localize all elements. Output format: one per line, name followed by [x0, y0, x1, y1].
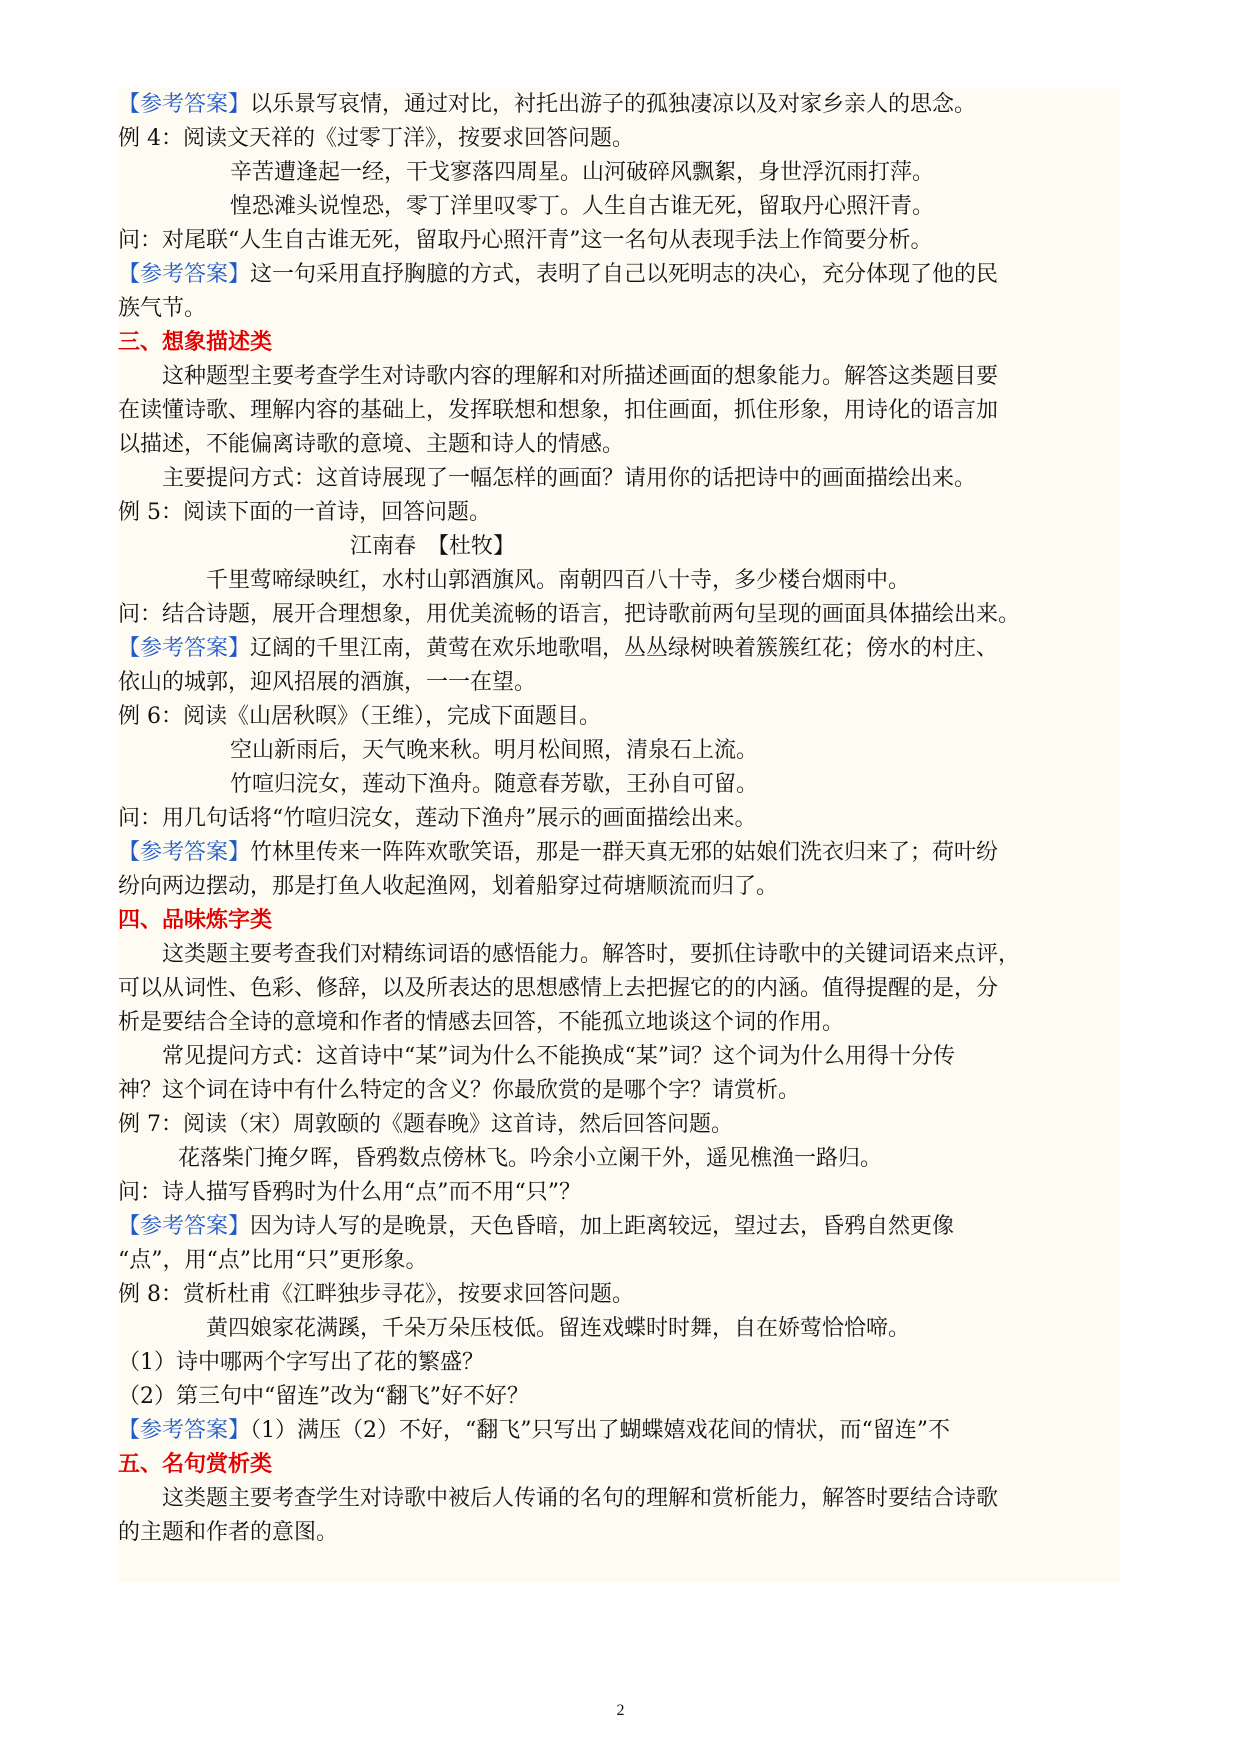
example-label: 例 7：阅读（宋）周敦颐的《题春晚》这首诗，然后回答问题。: [118, 1112, 733, 1137]
answer-text: 这一句采用直抒胸臆的方式，表明了自己以死明志的决心，充分体现了他的民: [250, 262, 999, 287]
answer-text: 因为诗人写的是晚景，天色昏暗，加上距离较远，望过去，昏鸦自然更像: [250, 1214, 955, 1239]
answer-paragraph: [118, 632, 1120, 666]
question-text: （2）第三句中“留连”改为“翻飞”好不好？: [118, 1384, 529, 1409]
answer-paragraph: [118, 258, 1120, 292]
answer-paragraph: [118, 1210, 1120, 1244]
answer-paragraph: [118, 836, 1120, 870]
answer-tag: 【参考答案】: [118, 92, 251, 117]
body-text: 可以从词性、色彩、修辞，以及所表达的思想感情上去把握它的的内涵。值得提醒的是，分: [118, 976, 999, 1001]
section-heading: 五、名句赏析类: [118, 1452, 273, 1477]
answer-tag: 【参考答案】: [118, 1214, 251, 1239]
section-heading: 四、品味炼字类: [118, 908, 273, 933]
poem-line: 黄四娘家花满蹊，千朵万朵压枝低。留连戏蝶时时舞，自在娇莺恰恰啼。: [206, 1316, 911, 1341]
answer-text: （1）满压（2）不好，“翻飞”只写出了蝴蝶嬉戏花间的情状，而“留连”不: [250, 1418, 951, 1443]
answer-text: 族气节。: [118, 296, 207, 321]
body-text: 这类题主要考查学生对诗歌中被后人传诵的名句的理解和赏析能力，解答时要结合诗歌: [162, 1486, 999, 1511]
section-heading: 三、想象描述类: [118, 330, 273, 355]
poem-title: 江南春 【杜牧】: [350, 534, 516, 559]
answer-text: 依山的城郭，迎风招展的酒旗，一一在望。: [118, 670, 537, 695]
body-text: 神？这个词在诗中有什么特定的含义？你最欣赏的是哪个字？请赏析。: [118, 1078, 801, 1103]
answer-text: 辽阔的千里江南，黄莺在欢乐地歌唱，丛丛绿树映着簇簇红花；傍水的村庄、: [250, 636, 999, 661]
question-text: 问：结合诗题，展开合理想象，用优美流畅的语言，把诗歌前两句呈现的画面具体描绘出来。: [118, 602, 1021, 627]
body-text: 这类题主要考查我们对精练词语的感悟能力。解答时，要抓住诗歌中的关键词语来点评，: [162, 942, 1021, 967]
poem-line: 空山新雨后，天气晚来秋。明月松间照，清泉石上流。: [230, 738, 759, 763]
question-text: 问：诗人描写昏鸦时为什么用“点”而不用“只”？: [118, 1180, 581, 1205]
body-text: 主要提问方式：这首诗展现了一幅怎样的画面？请用你的话把诗中的画面描绘出来。: [162, 466, 977, 491]
poem-line: 辛苦遭逢起一经，干戈寥落四周星。山河破碎风飘絮，身世浮沉雨打萍。: [230, 160, 935, 185]
body-text: 析是要结合全诗的意境和作者的情感去回答，不能孤立地谈这个词的作用。: [118, 1010, 845, 1035]
example-label: 例 5：阅读下面的一首诗，回答问题。: [118, 500, 491, 525]
example-label: 例 4：阅读文天祥的《过零丁洋》，按要求回答问题。: [118, 126, 634, 151]
poem-line: 竹喧归浣女，莲动下渔舟。随意春芳歇，王孙自可留。: [230, 772, 759, 797]
answer-text: 以乐景写哀情，通过对比，衬托出游子的孤独凄凉以及对家乡亲人的思念。: [250, 92, 977, 117]
answer-tag: 【参考答案】: [118, 262, 251, 287]
example-label: 例 8：赏析杜甫《江畔独步寻花》，按要求回答问题。: [118, 1282, 634, 1307]
question-text: （1）诗中哪两个字写出了花的繁盛？: [118, 1350, 484, 1375]
poem-line: 惶恐滩头说惶恐，零丁洋里叹零丁。人生自古谁无死，留取丹心照汗青。: [230, 194, 935, 219]
answer-text: “点”，用“点”比用“只”更形象。: [118, 1248, 428, 1273]
answer-tag: 【参考答案】: [118, 1418, 251, 1443]
answer-paragraph: [118, 88, 1120, 122]
answer-tag: 【参考答案】: [118, 840, 251, 865]
poem-line: 花落柴门掩夕晖，昏鸦数点傍林飞。吟余小立阑干外，遥见樵渔一路归。: [178, 1146, 883, 1171]
body-text: 常见提问方式：这首诗中“某”词为什么不能换成“某”词？这个词为什么用得十分传: [162, 1044, 955, 1069]
question-text: 问：对尾联“人生自古谁无死，留取丹心照汗青”这一名句从表现手法上作简要分析。: [118, 228, 933, 253]
answer-text: 纷向两边摆动，那是打鱼人收起渔网，划着船穿过荷塘顺流而归了。: [118, 874, 779, 899]
answer-paragraph: [118, 1414, 1120, 1448]
body-text: 以描述，不能偏离诗歌的意境、主题和诗人的情感。: [118, 432, 625, 457]
poem-line: 千里莺啼绿映红，水村山郭酒旗风。南朝四百八十寺，多少楼台烟雨中。: [206, 568, 911, 593]
question-text: 问：用几句话将“竹喧归浣女，莲动下渔舟”展示的画面描绘出来。: [118, 806, 757, 831]
page-number: 2: [616, 1702, 625, 1719]
answer-tag: 【参考答案】: [118, 636, 251, 661]
answer-text: 竹林里传来一阵阵欢歌笑语，那是一群天真无邪的姑娘们洗衣归来了；荷叶纷: [250, 840, 999, 865]
body-text: 在读懂诗歌、理解内容的基础上，发挥联想和想象，扣住画面，抓住形象，用诗化的语言加: [118, 398, 999, 423]
body-text: 这种题型主要考查学生对诗歌内容的理解和对所描述画面的想象能力。解答这类题目要: [162, 364, 999, 389]
document-body: [118, 88, 1120, 1582]
example-label: 例 6：阅读《山居秋暝》（王维），完成下面题目。: [118, 704, 601, 729]
body-text: 的主题和作者的意图。: [118, 1520, 339, 1545]
